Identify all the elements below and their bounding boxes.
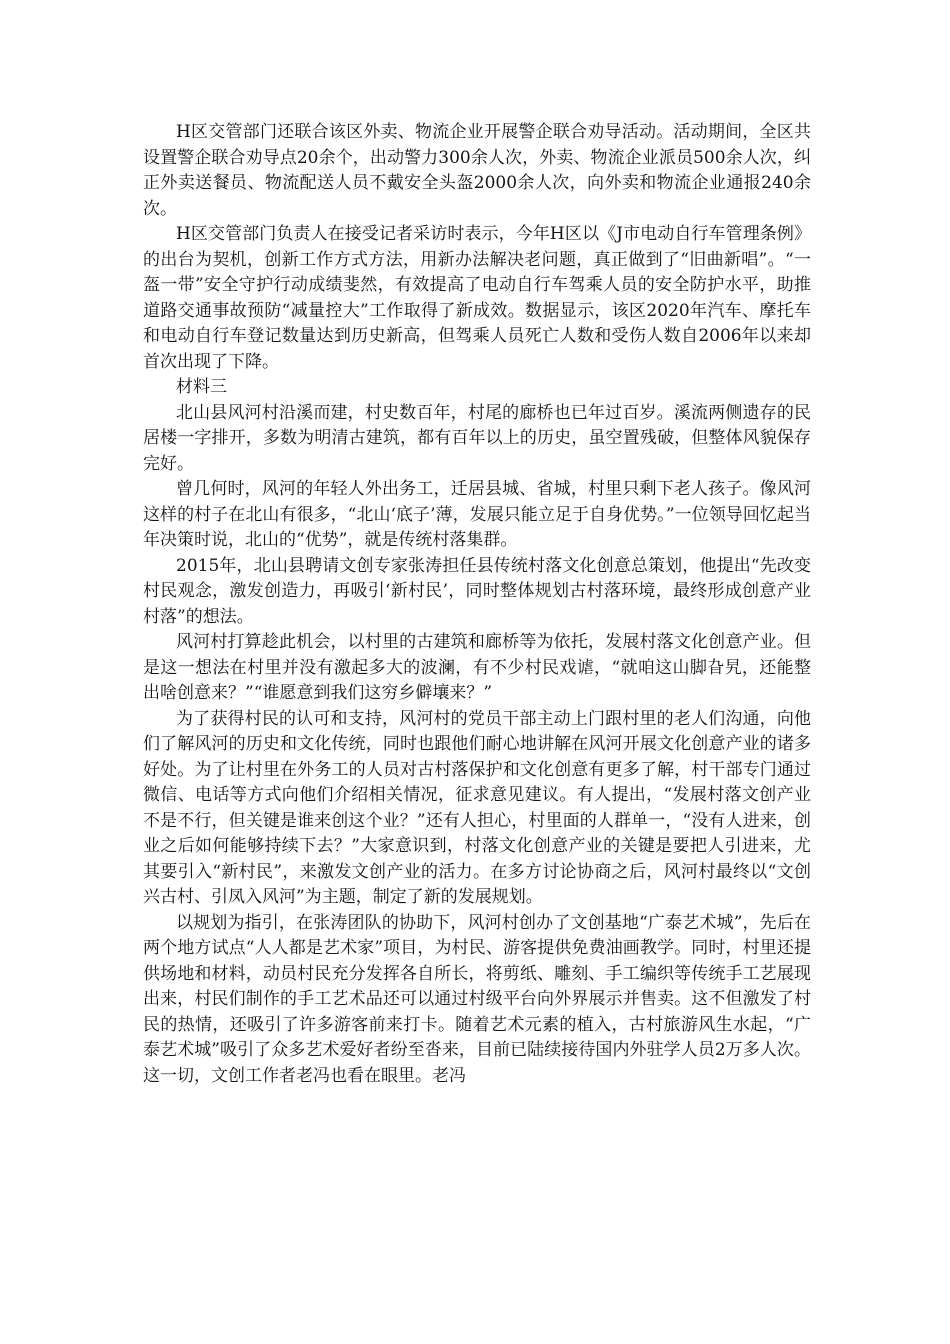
paragraph-art-city: 以规划为指引，在张涛团队的协助下，风河村创办了文创基地“广泰艺术城”，先后在两个地方试点“人人都是艺术家”项目，为村民、游客提供免费油画教学。同时，村里还提供场地和材料，动员村民充分发挥各自所长，将剪纸、雕刻、手工编织等传统手工艺展现出来，村民们制作的手工艺术品还可以通过村级平台向外界展示并售卖。这不但激发了村民的热情，还吸引了许多游客前来打卡。随着艺术元素的植入，古村旅游风生水起，“广泰艺术城”吸引了众多艺术爱好者纷至沓来，目前已陆续接待国内外驻学人员2万多人次。这一切，文创工作者老冯也看在眼里。老冯 (143, 912, 811, 1086)
paragraph-village-history: 曾几何时，风河的年轻人外出务工，迁居县城、省城，村里只剩下老人孩子。像风河这样的村子在北山有很多，“北山‘底子’薄，发展只能立足于自身优势。”一位领导回忆起当年决策时说，北山的“优势”，就是传统村落集群。 (143, 479, 811, 550)
paragraph-fenghe-village-intro: 北山县风河村沿溪而建，村史数百年，村尾的廊桥也已年过百岁。溪流两侧遗存的民居楼一字排开，多数为明清古建筑，都有百年以上的历史，虽空置残破，但整体风貌保存完好。 (143, 402, 811, 474)
document-body (143, 120, 811, 1089)
paragraph-village-doubts: 风河村打算趁此机会，以村里的古建筑和廊桥等为依托，发展村落文化创意产业。但是这一想法在村里并没有激起多大的波澜，有不少村民戏谑，“就咱这山脚旮旯，还能整出啥创意来？”“谁愿意到我们这穷乡僻壤来？” (143, 632, 811, 703)
paragraph-official-statement: H区交管部门负责人在接受记者采访时表示，今年H区以《J市电动自行车管理条例》的出台为契机，创新工作方式方法，用新办法解决老问题，真正做到了“旧曲新唱”。“一盔一带”安全守护行动成绩斐然，有效提高了电动自行车驾乘人员的安全防护水平，助推道路交通事故预防“减量控大”工作取得了新成效。数据显示，该区2020年汽车、摩托车和电动自行车登记数量达到历史新高，但驾乘人员死亡人数和受伤人数自2006年以来却首次出现了下降。 (143, 224, 811, 372)
section-heading-material-three: 材料三 (176, 377, 227, 397)
paragraph-police-enterprise-campaign: H区交管部门还联合该区外卖、物流企业开展警企联合劝导活动。活动期间，全区共设置警企联合劝导点20余个，出动警力300余人次，外卖、物流企业派员500余人次，纠正外卖送餐员、物流配送人员不戴安全头盔2000余人次，向外卖和物流企业通报240余次。 (143, 122, 811, 219)
paragraph-2015-plan: 2015年，北山县聘请文创专家张涛担任县传统村落文化创意总策划，他提出“先改变村民观念，激发创造力，再吸引‘新村民’，同时整体规划古村落环境，最终形成创意产业村落”的想法。 (143, 555, 811, 627)
paragraph-consultation: 为了获得村民的认可和支持，风河村的党员干部主动上门跟村里的老人们沟通，向他们了解风河的历史和文化传统，同时也跟他们耐心地讲解在风河开展文化创意产业的诸多好处。为了让村里在外务工的人员对古村落保护和文化创意有更多了解，村干部专门通过微信、电话等方式向他们介绍相关情况，征求意见建议。有人提出，“发展村落文创产业不是不行，但关键是谁来创这个业？”还有人担心，村里面的人群单一，“没有人进来，创业之后如何能够持续下去？”大家意识到，村落文化创意产业的关键是要把人引进来，尤其要引入“新村民”，来激发文创产业的活力。在多方讨论协商之后，风河村最终以“文创兴古村、引凤入风河”为主题，制定了新的发展规划。 (143, 708, 811, 907)
